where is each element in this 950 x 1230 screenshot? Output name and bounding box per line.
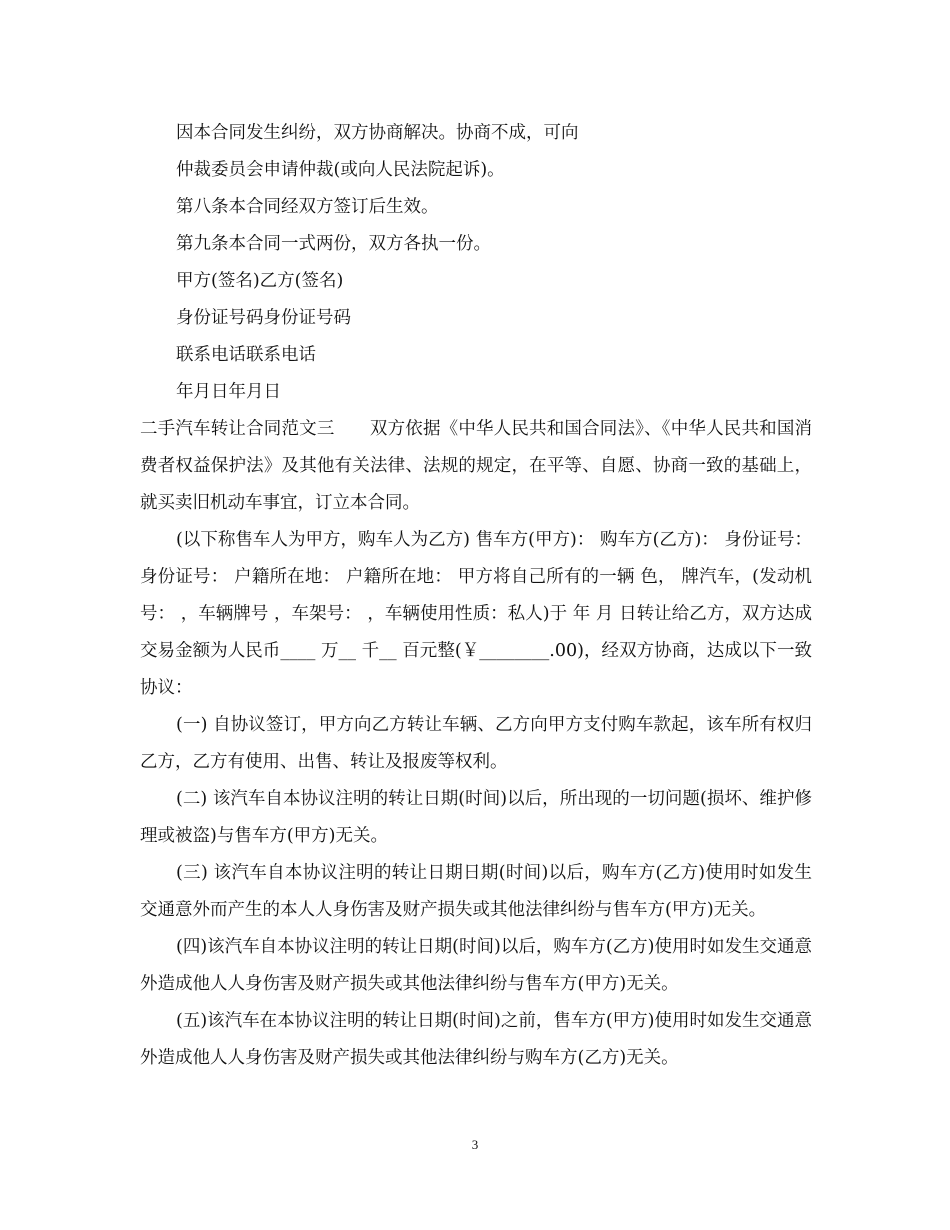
clause-5: (五)该汽车在本协议注明的转让日期(时间)之前，售车方(甲方)使用时如发生交通意外造成他人人身伤害及财产损失或其他法律纠纷与购车方(乙方)无关。 xyxy=(140,1011,812,1068)
text-line: 因本合同发生纠纷，双方协商解决。协商不成，可向 xyxy=(176,123,579,143)
text-line: 第九条本合同一式两份，双方各执一份。 xyxy=(176,234,491,254)
id-number-line: 身份证号码身份证号码 xyxy=(176,308,351,328)
page-number: 3 xyxy=(471,1137,479,1152)
clause-1: (一) 自协议签订，甲方向乙方转让车辆、乙方向甲方支付购车款起，该车所有权归乙方，乙方有使用、出售、转让及报废等权利。 xyxy=(140,715,812,772)
phone-line: 联系电话联系电话 xyxy=(176,345,316,365)
date-line: 年月日年月日 xyxy=(176,382,281,402)
signature-line: 甲方(签名)乙方(签名) xyxy=(176,271,344,291)
clause-3: (三) 该汽车自本协议注明的转让日期日期(时间)以后，购车方(乙方)使用时如发生交通意外而产生的本人人身伤害及财产损失或其他法律纠纷与售车方(甲方)无关。 xyxy=(140,863,812,920)
clause-2: (二) 该汽车自本协议注明的转让日期(时间)以后，所出现的一切问题(损坏、维护修理或被盗)与售车方(甲方)无关。 xyxy=(140,789,812,846)
clause-4: (四)该汽车自本协议注明的转让日期(时间)以后，购车方(乙方)使用时如发生交通意外造成他人人身伤害及财产损失或其他法律纠纷与售车方(甲方)无关。 xyxy=(140,937,812,994)
text-line: 仲裁委员会申请仲裁(或向人民法院起诉)。 xyxy=(176,160,505,180)
document-body xyxy=(140,115,812,1077)
parties-paragraph: (以下称售车人为甲方，购车人为乙方) 售车方(甲方)： 购车方(乙方)： 身份证号： 身份证号： 户籍所在地： 户籍所在地： 甲方将自己所有的一辆 色， 牌汽车，(发动机号： ，车辆牌号 ，车架号： ，车辆使用性质：私人)于 年 月 日转让给乙方，双方达成交易金额为人民币____ 万__ 千__ 百元整(￥________.00)，经双方协商，达成以下一致协议： xyxy=(140,530,812,698)
text-line: 第八条本合同经双方签订后生效。 xyxy=(176,197,439,217)
section-title-paragraph: 二手汽车转让合同范文三 双方依据《中华人民共和国合同法》、《中华人民共和国消费者权益保护法》及其他有关法律、法规的规定，在平等、自愿、协商一致的基础上，就买卖旧机动车事宜，订立本合同。 xyxy=(140,419,812,513)
